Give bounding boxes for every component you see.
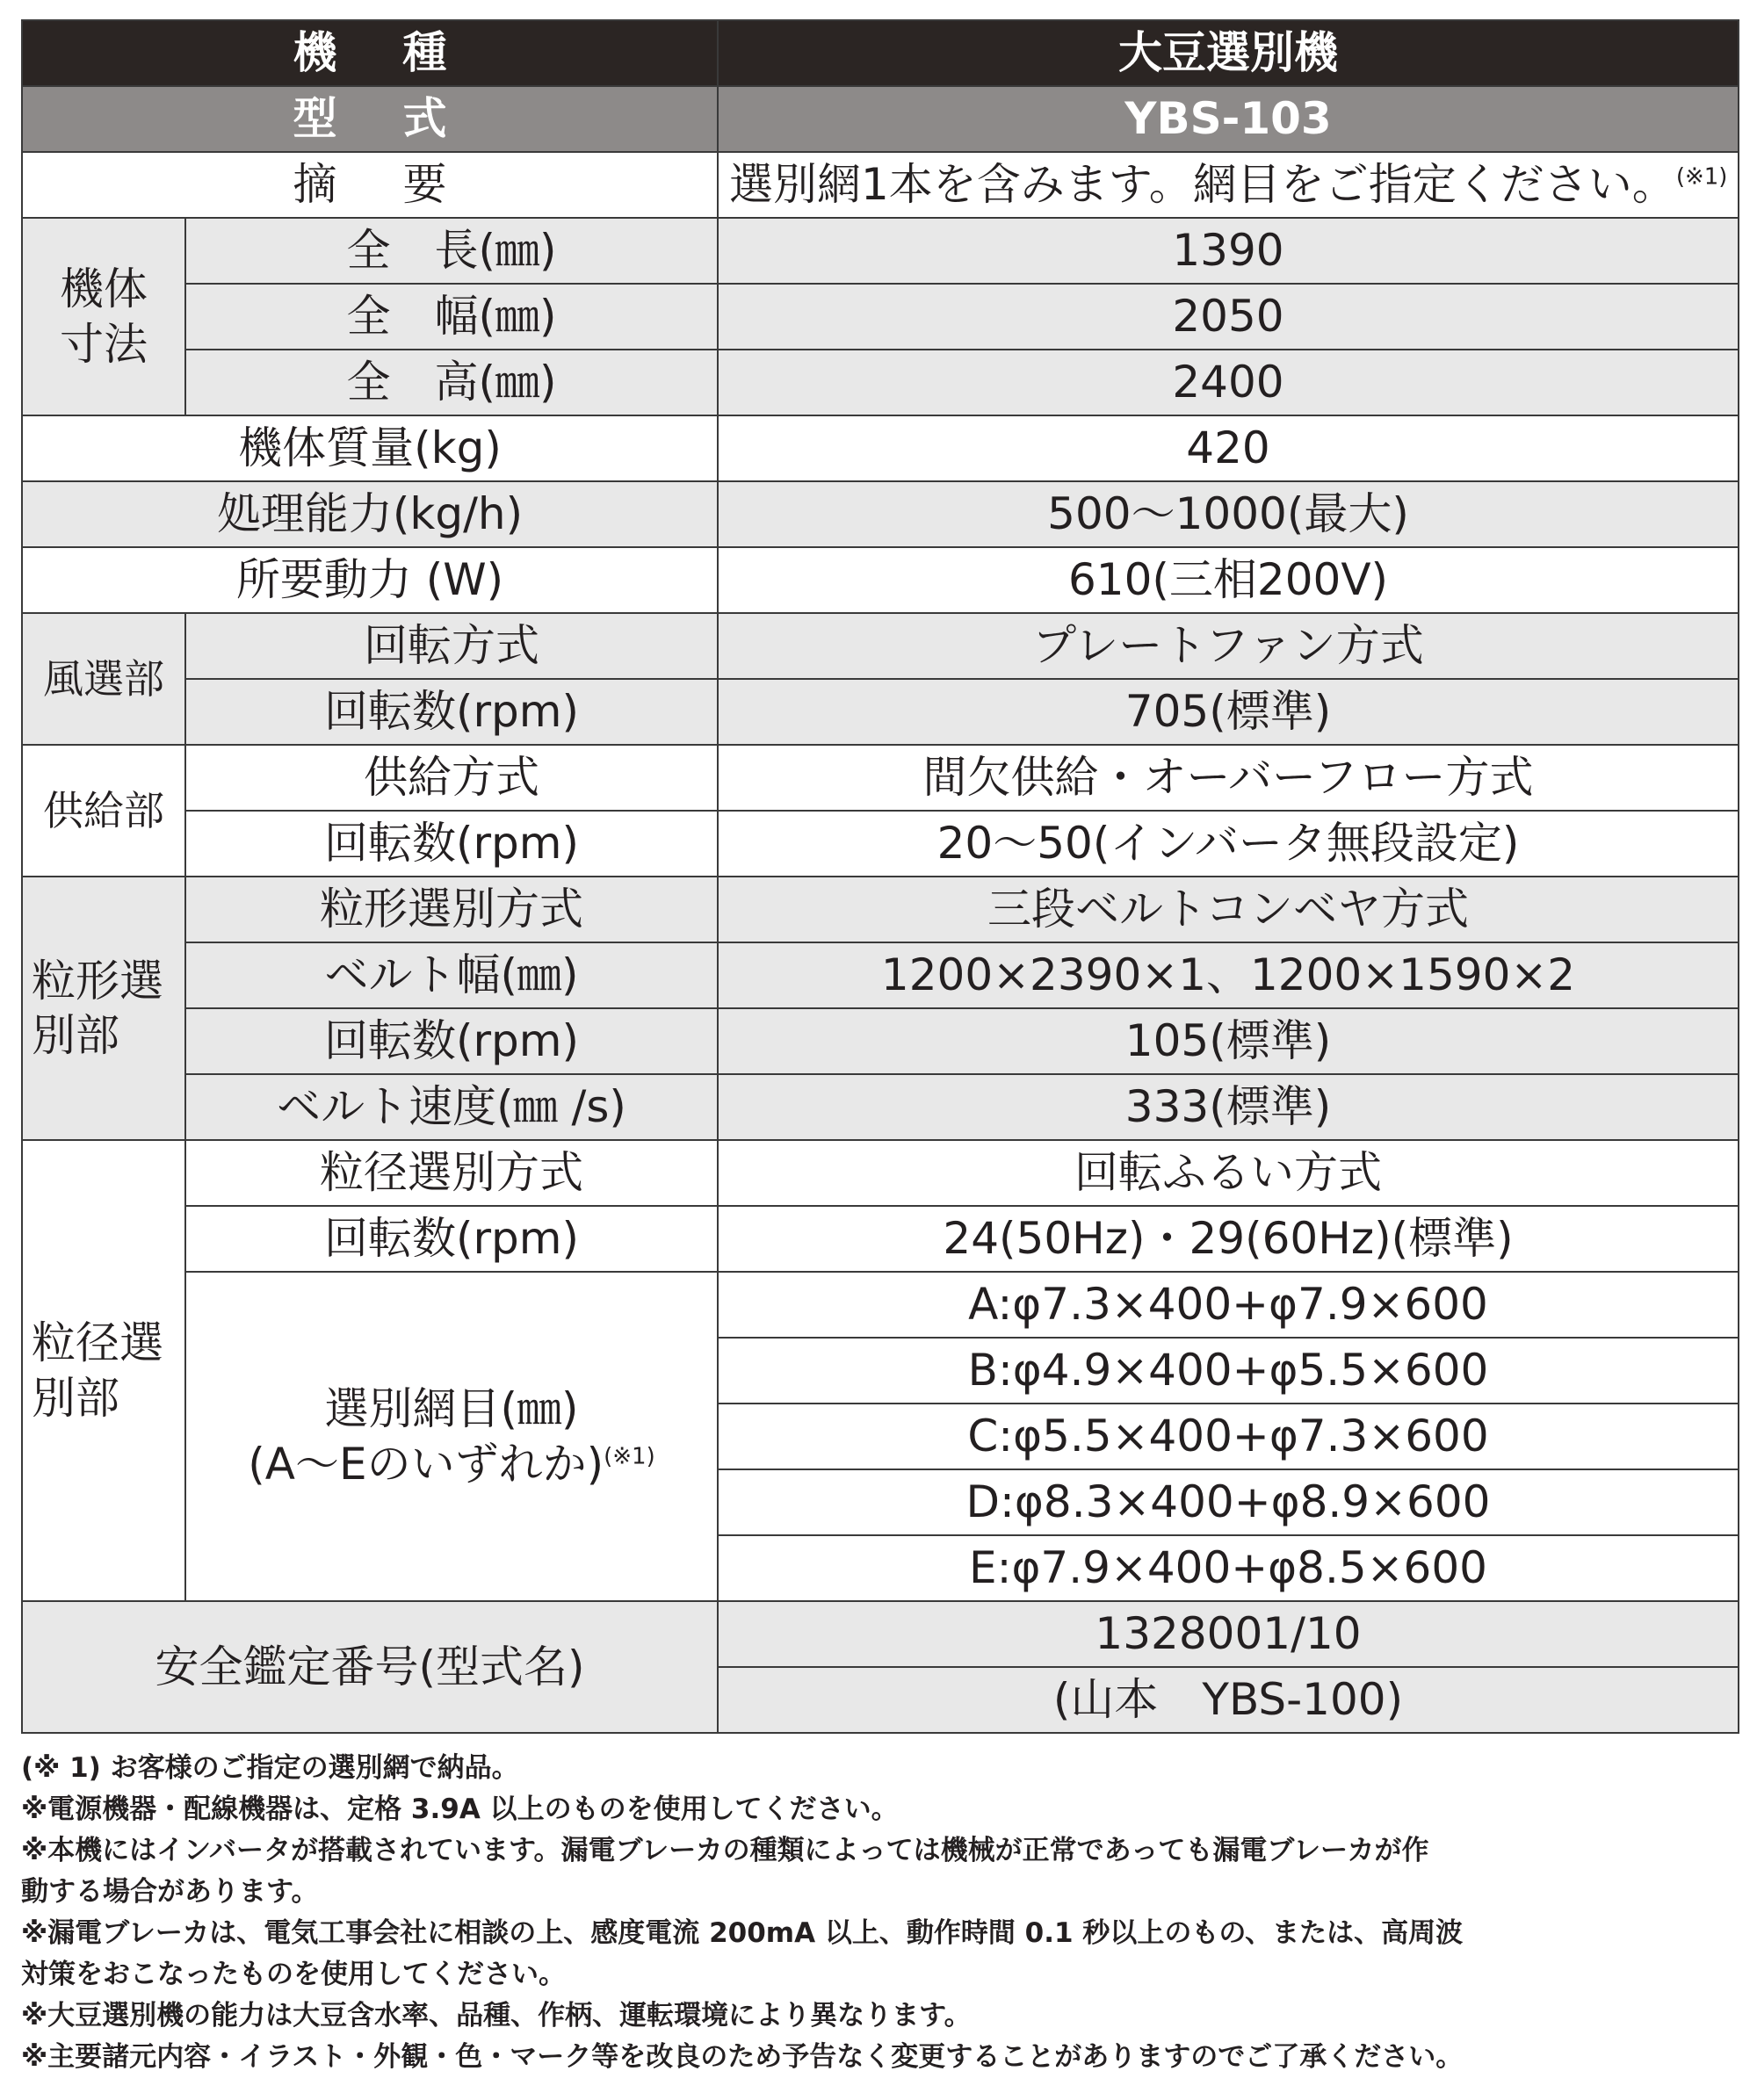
notes (21, 1748, 1743, 2078)
net-value: D:φ8.3×400+φ8.9×600 (718, 1469, 1739, 1535)
capacity-value: 500〜1000(最大) (718, 481, 1739, 547)
model-row (22, 20, 1739, 86)
shape-row (22, 877, 1739, 942)
supply-row (22, 811, 1739, 877)
note-line: ※漏電ブレーカは、電気工事会社に相談の上、感度電流 200mA 以上、動作時間 0.1 秒以上のもの、または、高周波 (21, 1917, 1464, 1949)
size-label: 粒径選別方式 (185, 1140, 718, 1206)
shape-label: 回転数(rpm) (185, 1008, 718, 1074)
note-line: 動する場合があります。 (21, 1876, 319, 1908)
note-line: ※主要諸元内容・イラスト・外観・色・マーク等を改良のため予告なく変更することがありますのでご了承ください。 (21, 2041, 1464, 2073)
mass-value: 420 (718, 415, 1739, 481)
dim-label: 全 高(㎜) (185, 350, 718, 415)
capacity-row (22, 481, 1739, 547)
dim-row (22, 284, 1739, 350)
net-value: E:φ7.9×400+φ8.5×600 (718, 1535, 1739, 1601)
mass-label: 機体質量(kg) (22, 415, 718, 481)
dim-label: 全 幅(㎜) (185, 284, 718, 350)
note-line: ※本機にはインバータが搭載されています。漏電ブレーカの種類によっては機械が正常であっても漏電ブレーカが作 (21, 1835, 1429, 1866)
wind-row (22, 679, 1739, 745)
shape-label: ベルト速度(㎜ /s) (185, 1074, 718, 1140)
size-group-label: 粒径選別部 (32, 1317, 163, 1424)
shape-group-label: 粒形選別部 (32, 955, 163, 1061)
supply-value: 間欠供給・オーバーフロー方式 (718, 745, 1739, 811)
size-value: 24(50Hz)・29(60Hz)(標準) (718, 1206, 1739, 1272)
dimensions-group (22, 218, 185, 415)
summary-value (718, 152, 1739, 218)
shape-label: 粒形選別方式 (185, 877, 718, 942)
net-value: A:φ7.3×400+φ7.9×600 (718, 1272, 1739, 1338)
type-row (22, 86, 1739, 152)
summary-row (22, 152, 1739, 218)
note-line: 対策をおこなったものを使用してください。 (21, 1959, 566, 1990)
safety-row (22, 1601, 1739, 1667)
size-value: 回転ふるい方式 (718, 1140, 1739, 1206)
dim-row (22, 218, 1739, 284)
summary-text: 選別網1本を含みます。網目をご指定ください。 (729, 159, 1676, 210)
shape-label: ベルト幅(㎜) (185, 942, 718, 1008)
summary-note-ref: (※1) (1675, 163, 1728, 191)
net-value: C:φ5.5×400+φ7.3×600 (718, 1404, 1739, 1469)
wind-label: 回転数(rpm) (185, 679, 718, 745)
summary-label: 摘要 (22, 152, 718, 218)
net-value: B:φ4.9×400+φ5.5×600 (718, 1338, 1739, 1404)
size-group (22, 1140, 185, 1601)
supply-row (22, 745, 1739, 811)
note-line: ※電源機器・配線機器は、定格 3.9A 以上のものを使用してください。 (21, 1793, 899, 1825)
type-label: 型式 (22, 86, 718, 152)
power-label: 所要動力 (W) (22, 547, 718, 613)
dim-value: 2400 (718, 350, 1739, 415)
wind-group: 風選部 (22, 613, 185, 745)
net-label-line2 (186, 1437, 717, 1492)
supply-label: 供給方式 (185, 745, 718, 811)
capacity-label: 処理能力(kg/h) (22, 481, 718, 547)
net-label-cell (185, 1272, 718, 1601)
type-value: YBS-103 (718, 86, 1739, 152)
wind-row (22, 613, 1739, 679)
wind-value: 705(標準) (718, 679, 1739, 745)
safety-value: (山本 YBS-100) (718, 1667, 1739, 1733)
model-value: 大豆選別機 (718, 20, 1739, 86)
size-row (22, 1140, 1739, 1206)
wind-label: 回転方式 (185, 613, 718, 679)
safety-value: 1328001/10 (718, 1601, 1739, 1667)
shape-row (22, 1008, 1739, 1074)
dim-label: 全 長(㎜) (185, 218, 718, 284)
supply-value: 20〜50(インバータ無段設定) (718, 811, 1739, 877)
dim-value: 1390 (718, 218, 1739, 284)
shape-value: 105(標準) (718, 1008, 1739, 1074)
shape-group (22, 877, 185, 1140)
mass-row (22, 415, 1739, 481)
power-row (22, 547, 1739, 613)
net-label-line2-text: (A〜Eのいずれか) (248, 1438, 604, 1490)
note-line: (※ 1) お客様のご指定の選別網で納品。 (21, 1752, 519, 1784)
shape-row (22, 942, 1739, 1008)
power-value: 610(三相200V) (718, 547, 1739, 613)
shape-value: 1200×2390×1、1200×1590×2 (718, 942, 1739, 1008)
wind-value: プレートファン方式 (718, 613, 1739, 679)
dim-value: 2050 (718, 284, 1739, 350)
shape-value: 三段ベルトコンベヤ方式 (718, 877, 1739, 942)
size-label: 回転数(rpm) (185, 1206, 718, 1272)
dimensions-group-label: 機体寸法 (60, 263, 148, 370)
dim-row (22, 350, 1739, 415)
size-row (22, 1206, 1739, 1272)
shape-value: 333(標準) (718, 1074, 1739, 1140)
net-note-ref: (※1) (604, 1442, 655, 1469)
model-label: 機種 (22, 20, 718, 86)
shape-row (22, 1074, 1739, 1140)
spec-table (21, 19, 1739, 1734)
net-label-line1: 選別網目(㎜) (324, 1383, 579, 1434)
supply-label: 回転数(rpm) (185, 811, 718, 877)
safety-label: 安全鑑定番号(型式名) (22, 1601, 718, 1733)
net-row (22, 1272, 1739, 1338)
note-line: ※大豆選別機の能力は大豆含水率、品種、作柄、運転環境により異なります。 (21, 2000, 972, 2031)
supply-group: 供給部 (22, 745, 185, 877)
